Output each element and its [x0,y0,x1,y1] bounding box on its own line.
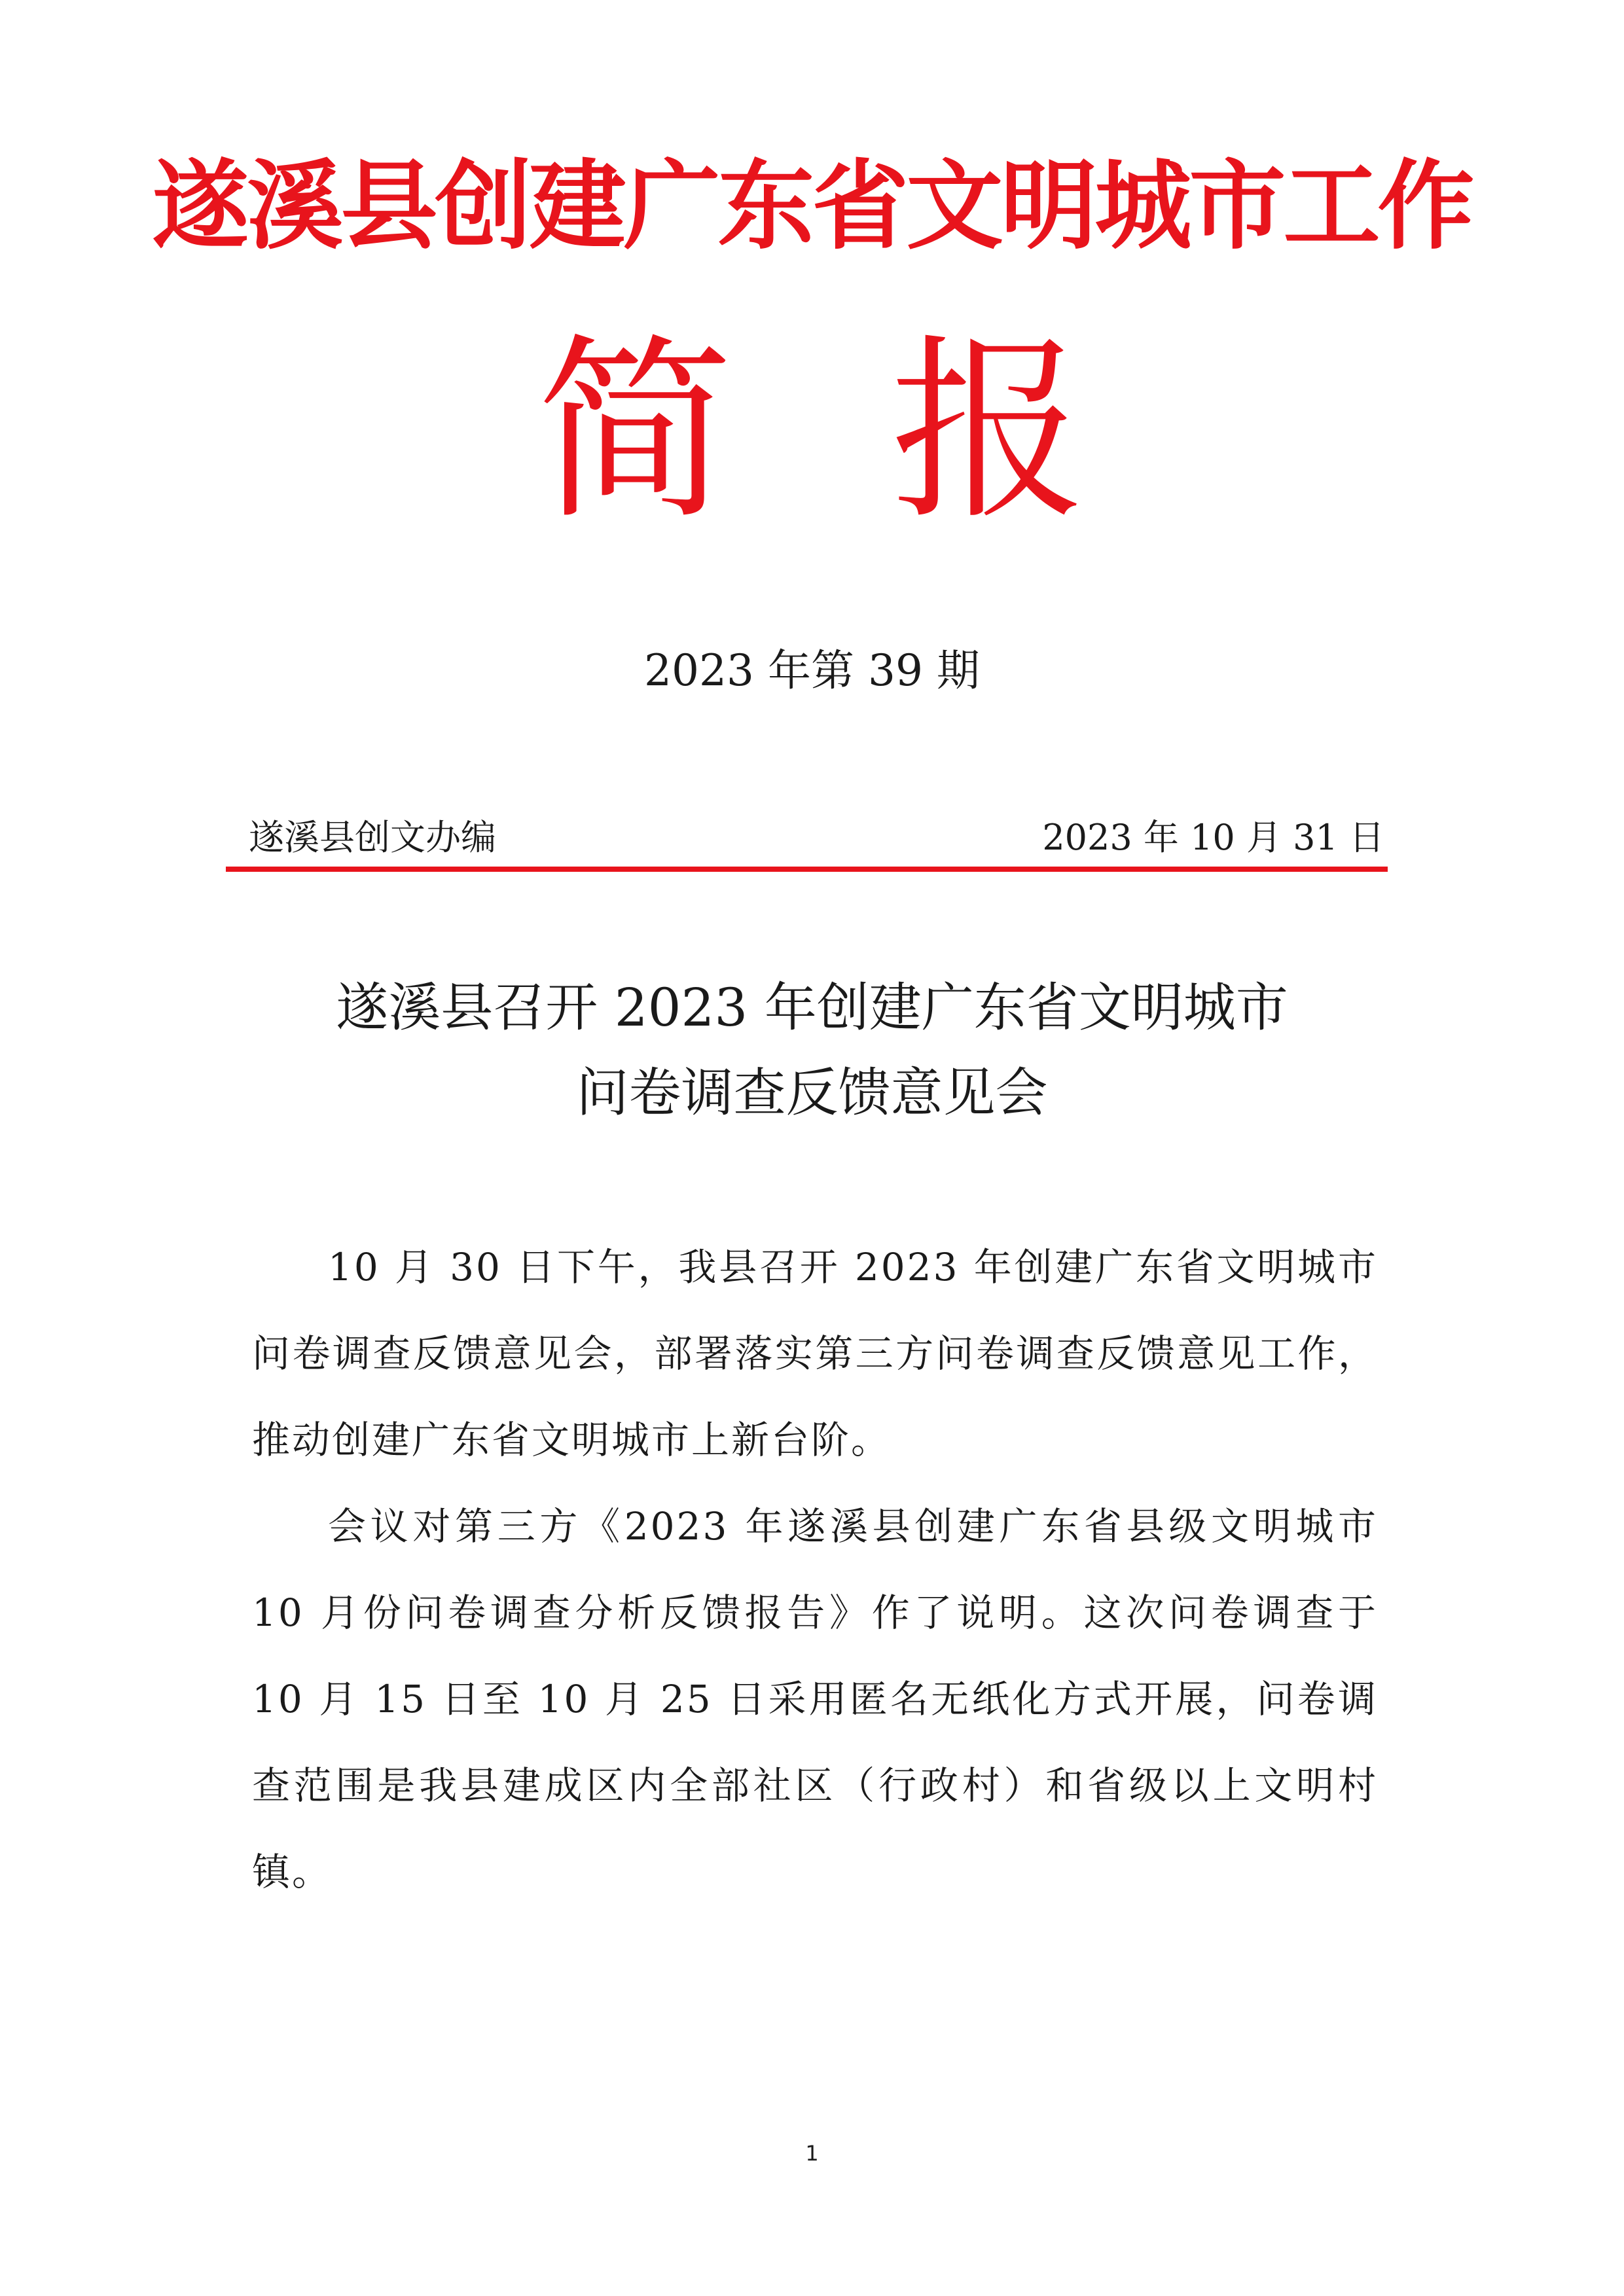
masthead-title-char-right: 报 [890,317,1087,546]
headline-line-2: 问卷调查反馈意见会 [576,1062,1048,1123]
edit-line [249,812,1384,864]
issue-number: 2023 年第 39 期 [644,645,980,696]
body-paragraph-2: 会议对第三方《2023 年遂溪县创建广东省县级文明城市 10 月份问卷调查分析反馈报告》作了说明。这次问卷调查于 10 月 15 日至 10 月 25 日采用匿名无纸化方式开展，问卷调查范围是我县建成区内全部社区（行政村）和省级以上文明村镇。 [252,1504,1378,1894]
editor-label: 遂溪县创文办编 [249,817,496,858]
article-body [252,1224,1378,1915]
article-headline [0,965,1624,1136]
body-paragraph-1: 10 月 30 日下午，我县召开 2023 年创建广东省文明城市问卷调查反馈意见会，部署落实第三方问卷调查反馈意见工作，推动创建广东省文明城市上新台阶。 [252,1245,1378,1462]
red-divider [226,867,1388,872]
masthead-organization: 遂溪县创建广东省文明城市工作 [152,150,1472,262]
page-number: 1 [805,2141,819,2166]
headline-line-1: 遂溪县召开 2023 年创建广东省文明城市 [336,977,1288,1038]
publish-date: 2023 年 10 月 31 日 [1042,817,1384,858]
masthead-title-char-left: 简 [537,317,733,546]
